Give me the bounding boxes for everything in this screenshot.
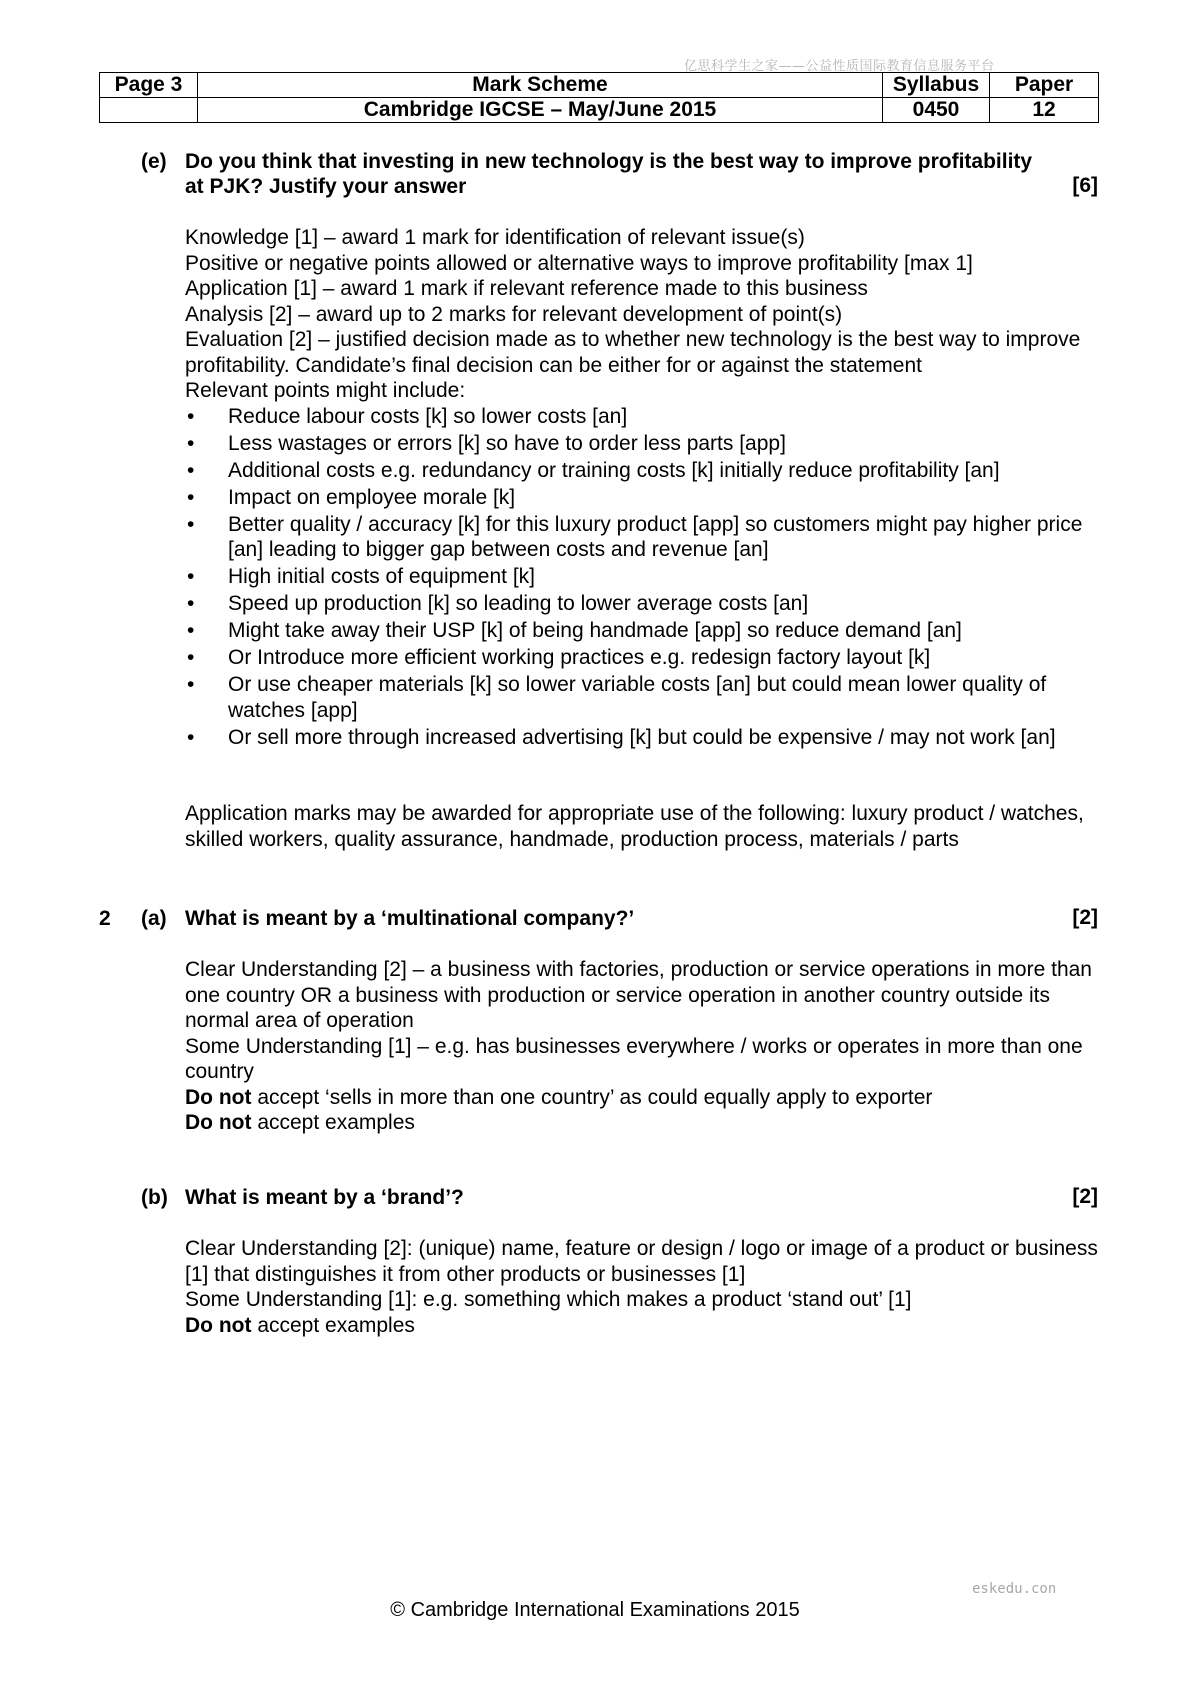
q2a-answer [185,957,1105,1136]
criteria-analysis: Analysis [2] – award up to 2 marks for relevant development of point(s) [185,302,843,326]
list-item: • Speed up production [k] so leading to lower average costs [an] [187,592,809,615]
q2a-marks: [2] [1072,906,1098,929]
syllabus-label: Syllabus [883,73,990,98]
q2a-do-not-2: Do not accept examples [185,1111,415,1134]
header-table [99,72,1099,123]
list-item: • Impact on employee morale [k] [187,485,516,509]
criteria-application: Application [1] – award 1 mark if relevant reference made to this business [185,277,868,300]
list-item: • Additional costs e.g. redundancy or training costs [k] initially reduce profitability [an] [187,458,1000,482]
q1e-marks: [6] [1072,174,1098,197]
paper-number: 12 [990,98,1099,123]
relevant-points-list [185,404,1105,751]
criteria-evaluation: Evaluation [2] – justified decision made as to whether new technology is the best way to improve profitability. Candidate’s final decision can be either for or against the statement [185,328,1081,377]
watermark-bottom: eskedu.con [972,1581,1057,1597]
q1e-label: (e) [141,150,167,173]
criteria-positive-negative: Positive or negative points allowed or alternative ways to improve profitability [max 1] [185,251,973,275]
q1e-question-line1: Do you think that investing in new technology is the best way to improve profitability [185,150,1033,173]
watermark-top: 亿思科学生之家——公益性质国际教育信息服务平台 [684,59,995,74]
list-item: • Reduce labour costs [k] so lower costs [an] [187,404,628,428]
q2b-marks: [2] [1072,1185,1098,1208]
q2b-answer [185,1236,1105,1338]
paper-label: Paper [990,73,1099,98]
q2b-do-not: Do not accept examples [185,1313,415,1337]
q2a-label: (a) [141,907,167,930]
bullet-icon: • [187,619,195,642]
page-number: Page 3 [100,73,198,98]
application-note: Application marks may be awarded for appropriate use of the following: luxury product / watches, skilled workers, quality assurance, handmade, production process, materials / parts [185,802,1084,851]
list-item: • Less wastages or errors [k] so have to order less parts [app] [187,431,786,455]
document-title: Mark Scheme [198,73,883,98]
q1e-answer [185,225,1105,752]
q2b-clear-understanding: Clear Understanding [2]: (unique) name, feature or design / logo or image of a product or business [1] that distinguishes it from other products or businesses [1] [185,1237,1098,1286]
relevant-points-intro: Relevant points might include: [185,379,466,402]
q2a-some-understanding: Some Understanding [1] – e.g. has businesses everywhere / works or operates in more than one country [185,1034,1083,1083]
q2a-question: What is meant by a ‘multinational company?’ [185,907,635,930]
bullet-icon: • [187,565,195,588]
syllabus-code: 0450 [883,98,990,123]
bullet-icon: • [187,485,195,509]
bullet-icon: • [187,458,195,482]
list-item: • Might take away their USP [k] of being handmade [app] so reduce demand [an] [187,619,962,642]
bullet-icon: • [187,673,195,696]
q2b-question: What is meant by a ‘brand’? [185,1186,464,1209]
q2a-do-not-1: Do not accept ‘sells in more than one country’ as could equally apply to exporter [185,1085,933,1109]
list-item: • Or Introduce more efficient working practices e.g. redesign factory layout [k] [187,646,931,669]
bullet-icon: • [187,431,195,455]
q2b-label: (b) [141,1186,168,1209]
copyright-footer: © Cambridge International Examinations 2015 [390,1599,800,1621]
q2-number: 2 [99,907,111,930]
bullet-icon: • [187,646,195,669]
criteria-knowledge: Knowledge [1] – award 1 mark for identification of relevant issue(s) [185,226,805,249]
empty-cell [100,98,198,123]
list-item: • High initial costs of equipment [k] [187,565,535,588]
bullet-icon: • [187,725,195,749]
list-item: • Better quality / accuracy [k] for this luxury product [app] so customers might pay higher price [an] leading to bigger gap between costs and revenue [an] [187,512,1083,561]
q2b-some-understanding: Some Understanding [1]: e.g. something which makes a product ‘stand out’ [1] [185,1288,912,1311]
q2a-clear-understanding: Clear Understanding [2] – a business with factories, production or service operations in more than one country OR a business with production or service operation in another country outside its normal area of operation [185,958,1092,1032]
bullet-icon: • [187,512,195,536]
list-item: • Or use cheaper materials [k] so lower variable costs [an] but could mean lower quality of watches [app] [187,673,1047,722]
list-item: • Or sell more through increased advertising [k] but could be expensive / may not work [an] [187,725,1056,749]
exam-session: Cambridge IGCSE – May/June 2015 [198,98,883,123]
bullet-icon: • [187,592,195,615]
q1e-question-line2: at PJK? Justify your answer [185,175,467,198]
bullet-icon: • [187,404,195,428]
